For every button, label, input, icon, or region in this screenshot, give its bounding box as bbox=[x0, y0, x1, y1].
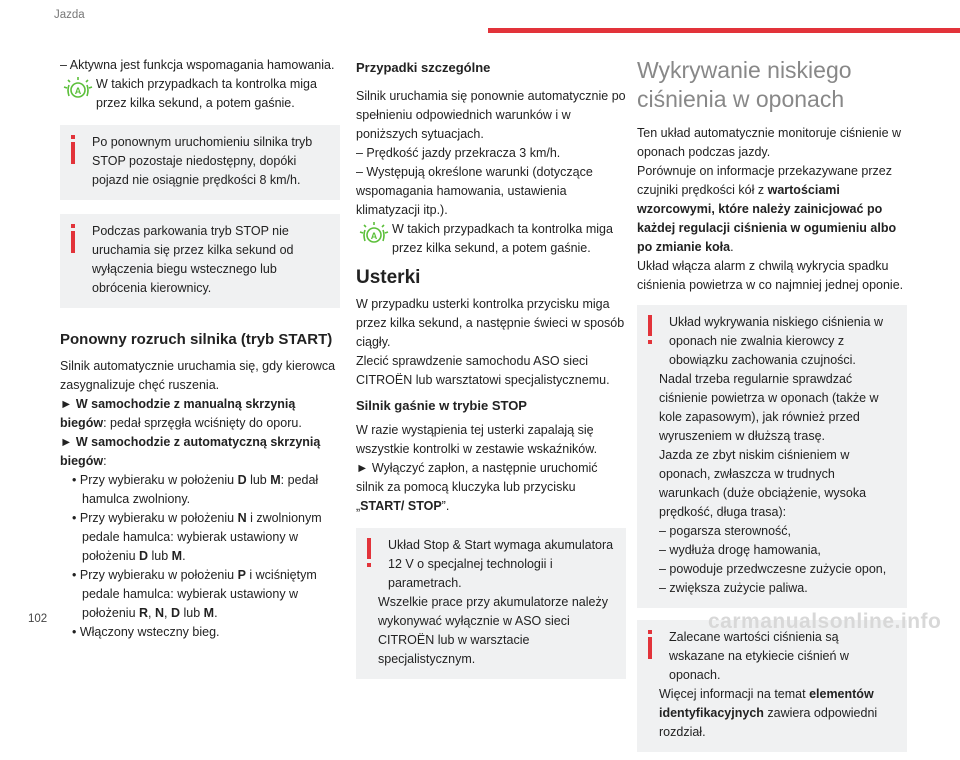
chapter-color-bar bbox=[488, 28, 960, 33]
column-2 bbox=[356, 56, 626, 687]
section-heading: Silnik gaśnie w trybie STOP bbox=[356, 398, 527, 413]
info-box bbox=[60, 214, 340, 308]
text-line: W przypadku usterki kontrolka przycisku miga przez kilka sekund, a następnie świeci w sposób ciągły. bbox=[356, 297, 625, 349]
list-item: – powoduje przedwczesne zużycie opon, bbox=[659, 562, 887, 576]
list-item: – wydłuża drogę hamowania, bbox=[659, 543, 821, 557]
warning-icon bbox=[366, 538, 372, 570]
warning-text: Układ Stop & Start wymaga akumulatora 12 V o specjalnej technologii i parametrach. bbox=[388, 538, 614, 590]
column-3 bbox=[637, 56, 907, 760]
list-item: • Przy wybieraku w położeniu N i zwolnionym pedale hamulca: wybierak ustawiony w położeniu D lub M. bbox=[72, 511, 322, 563]
text-line: – Aktywna jest funkcja wspomagania hamowania. bbox=[60, 58, 335, 72]
section-heading: Usterki bbox=[356, 267, 421, 288]
info-box bbox=[60, 125, 340, 200]
info-text: Po ponownym uruchomieniu silnika tryb STOP pozostaje niedostępny, dopóki pojazd nie osiągnie prędkości 8 km/h. bbox=[92, 135, 313, 187]
column-1 bbox=[60, 56, 340, 642]
running-header: Jazda bbox=[54, 9, 85, 21]
list-item: • Włączony wsteczny bieg. bbox=[72, 625, 220, 639]
text-line: W takich przypadkach ta kontrolka miga przez kilka sekund, a potem gaśnie. bbox=[392, 222, 613, 255]
warning-text: Nadal trzeba regularnie sprawdzać ciśnienie powietrza w oponach (także w kole zapasowym), jak również przed wyruszeniem w dłuższą trasę. bbox=[659, 372, 879, 443]
info-text: Podczas parkowania tryb STOP nie uruchamia się przez kilka sekund od wyłączenia biegu wstecznego lub obrócenia kierownicy. bbox=[92, 224, 294, 295]
info-icon bbox=[70, 135, 76, 167]
watermark: carmanualsonline.info bbox=[708, 610, 942, 633]
warning-box bbox=[356, 528, 626, 679]
text-line: ► Wyłączyć zapłon, a następnie uruchomić silnik za pomocą kluczyka lub przycisku „START/ STOP”. bbox=[356, 461, 598, 513]
text-line: Silnik uruchamia się ponownie automatycznie po spełnieniu odpowiednich warunków i w poniższych sytuacjach. bbox=[356, 89, 626, 141]
svg-text:A: A bbox=[74, 86, 82, 96]
text-line: W takich przypadkach ta kontrolka miga przez kilka sekund, a potem gaśnie. bbox=[96, 77, 317, 110]
info-icon bbox=[70, 224, 76, 256]
warning-lamp-note bbox=[60, 75, 340, 113]
text-line: ► W samochodzie z automatyczną skrzynią biegów: bbox=[60, 435, 321, 468]
text-line: Zlecić sprawdzenie samochodu ASO sieci CITROËN lub warsztatowi specjalistycznemu. bbox=[356, 354, 610, 387]
list-item: – pogarsza sterowność, bbox=[659, 524, 792, 538]
warning-icon bbox=[647, 315, 653, 347]
text-line: Porównuje on informacje przekazywane przez czujniki prędkości kół z wartościami wzorcowymi, które należy zainicjować po każdej regulacji ciśnienia w ogumieniu albo po zmianie koła. bbox=[637, 164, 897, 254]
list-item: – zwiększa zużycie paliwa. bbox=[659, 581, 808, 595]
info-text: Więcej informacji na temat elementów identyfikacyjnych zawiera odpowiedni rozdział. bbox=[659, 687, 878, 739]
warning-text: Jazda ze zbyt niskim ciśnieniem w oponach, zwłaszcza w trudnych warunkach (duże obciążenie, wysoka prędkość, długa trasa): bbox=[659, 448, 867, 519]
list-item: • Przy wybieraku w położeniu P i wciśniętym pedale hamulca: wybierak ustawiony w położeniu R, N, D lub M. bbox=[72, 568, 317, 620]
svg-text:A: A bbox=[370, 231, 378, 241]
info-box bbox=[637, 620, 907, 752]
brake-assist-warning-icon bbox=[60, 75, 96, 103]
brake-assist-warning-icon bbox=[356, 220, 392, 248]
text-line: Ten układ automatycznie monitoruje ciśnienie w oponach podczas jazdy. bbox=[637, 126, 902, 159]
page-number: 102 bbox=[28, 613, 48, 625]
section-title: Wykrywanie niskiego ciśnienia w oponach bbox=[637, 57, 852, 112]
text-line: W razie wystąpienia tej usterki zapalają się wszystkie kontrolki w zestawie wskaźników. bbox=[356, 423, 598, 456]
section-heading: Ponowny rozruch silnika (tryb START) bbox=[60, 331, 333, 348]
text-line: – Prędkość jazdy przekracza 3 km/h. bbox=[356, 146, 561, 160]
section-heading: Przypadki szczególne bbox=[356, 60, 491, 75]
text-line: Układ włącza alarm z chwilą wykrycia spadku ciśnienia powietrza w co najmniej jednej oponie. bbox=[637, 259, 904, 292]
text-line: – Występują określone warunki (dotyczące wspomagania hamowania, ustawienia klimatyzacji itp.). bbox=[356, 165, 593, 217]
warning-lamp-note bbox=[356, 220, 626, 258]
text-line: Silnik automatycznie uruchamia się, gdy kierowca zasygnalizuje chęć ruszenia. bbox=[60, 359, 336, 392]
info-icon bbox=[647, 630, 653, 662]
list-item: • Przy wybieraku w położeniu D lub M: pedał hamulca zwolniony. bbox=[72, 473, 319, 506]
text-line: ► W samochodzie z manualną skrzynią biegów: pedał sprzęgła wciśnięty do oporu. bbox=[60, 397, 302, 430]
warning-text: Wszelkie prace przy akumulatorze należy wykonywać wyłącznie w ASO sieci CITROËN lub w warsztacie specjalistycznym. bbox=[378, 595, 608, 666]
info-text: Zalecane wartości ciśnienia są wskazane na etykiecie ciśnień w oponach. bbox=[669, 630, 849, 682]
warning-box bbox=[637, 305, 907, 608]
warning-text: Układ wykrywania niskiego ciśnienia w oponach nie zwalnia kierowcy z obowiązku zachowania czujności. bbox=[669, 315, 883, 367]
